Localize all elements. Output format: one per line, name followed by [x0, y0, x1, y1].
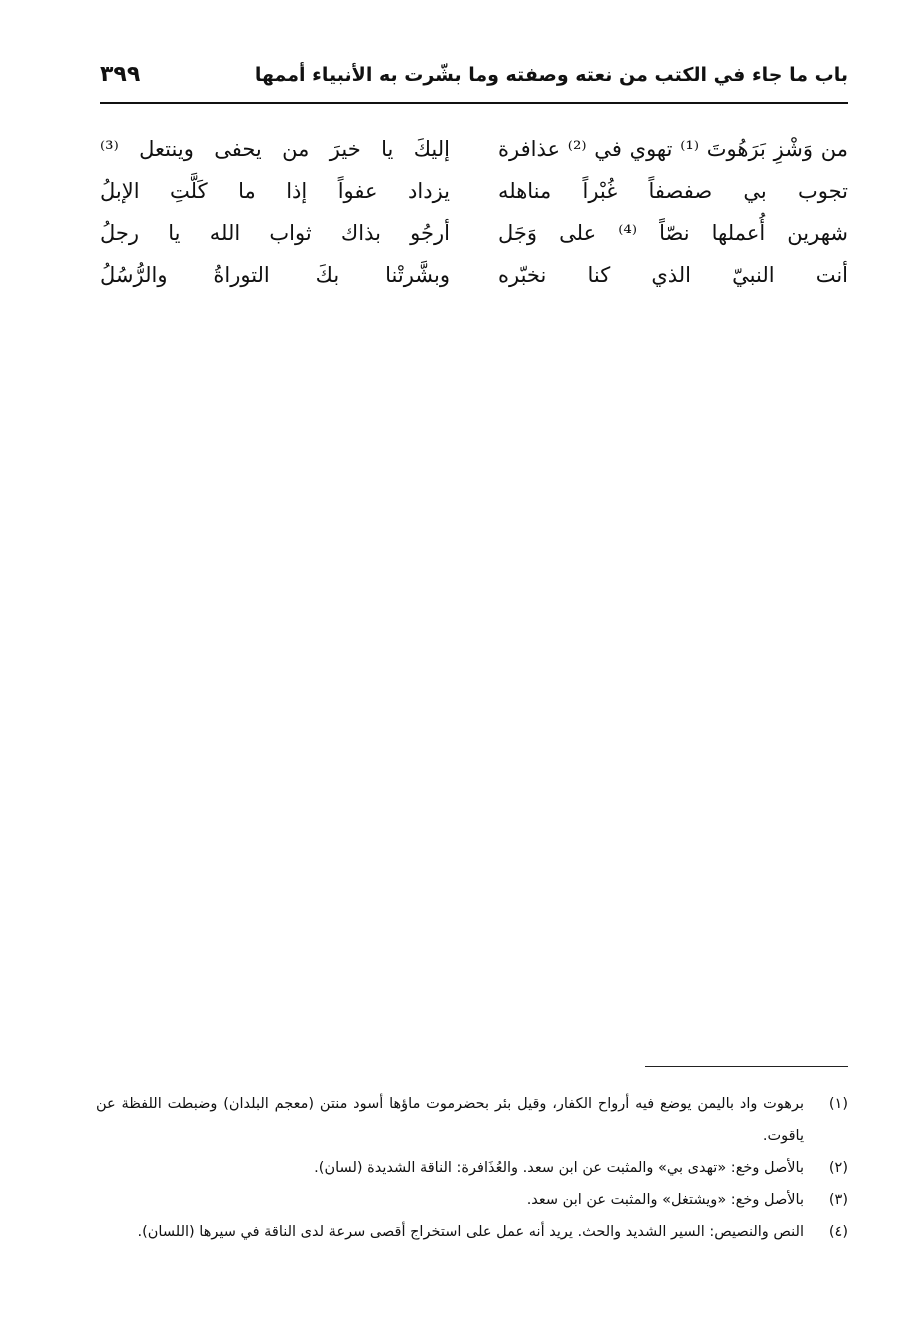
- page-number: ٣٩٩: [100, 62, 141, 87]
- footnote-text: برهوت واد باليمن يوضع فيه أرواح الكفار، وقيل بئر بحضرموت ماؤها أسود منتن (معجم البلدان) وضبطت اللفظة عن ياقوت.: [96, 1096, 804, 1144]
- footnote: [96, 1184, 848, 1216]
- footnote: [96, 1088, 848, 1152]
- footnote-number: (٢): [828, 1160, 848, 1176]
- verse-line: [100, 212, 848, 254]
- footnote-number: (١): [828, 1096, 848, 1112]
- second-hemistich: أرجُو بذاك ثواب الله يا رجلُ: [100, 221, 450, 245]
- chapter-title: باب ما جاء في الكتب من نعته وصفته وما بشّرت به الأنبياء أممها: [254, 64, 848, 86]
- footnote: [96, 1216, 848, 1248]
- footnote-number: (٤): [828, 1224, 848, 1240]
- footnote-text: بالأصل وخع: «ويشتغل» والمثبت عن ابن سعد.: [526, 1192, 804, 1208]
- footnote-number: (٣): [828, 1192, 848, 1208]
- footnotes: [96, 1088, 848, 1248]
- first-hemistich: أنت النبيّ الذي كنا نخبّره: [498, 263, 848, 287]
- second-hemistich: يزداد عفواً إذا ما كَلَّتِ الإبلُ: [100, 179, 450, 203]
- first-hemistich: من وَشْزِ بَرَهُوتَ ⁽¹⁾ تهوي في ⁽²⁾ عذافرة: [498, 137, 848, 161]
- running-header: [100, 60, 848, 100]
- footnote-text: النص والنصيص: السير الشديد والحث. يريد أنه عمل على استخراج أقصى سرعة لدى الناقة في سيرها (اللسان).: [137, 1224, 804, 1240]
- verse-line: [100, 170, 848, 212]
- verse-line: [100, 128, 848, 170]
- footnote-text: بالأصل وخع: «تهدى بي» والمثبت عن ابن سعد. والعُذَافرة: الناقة الشديدة (لسان).: [314, 1160, 804, 1176]
- footnote-divider: [645, 1066, 848, 1067]
- poem: [100, 128, 848, 296]
- verse-line: [100, 254, 848, 296]
- first-hemistich: شهرين أُعملها نصّاً ⁽⁴⁾ على وَجَل: [498, 221, 848, 245]
- second-hemistich: وبشَّرتْنا بكَ التوراةُ والرُّسُلُ: [100, 263, 450, 287]
- header-divider: [100, 102, 848, 104]
- second-hemistich: إليكَ يا خيرَ من يحفى وينتعل ⁽³⁾: [100, 137, 450, 161]
- first-hemistich: تجوب بي صفصفاً غُبْراً مناهله: [498, 179, 848, 203]
- footnote: [96, 1152, 848, 1184]
